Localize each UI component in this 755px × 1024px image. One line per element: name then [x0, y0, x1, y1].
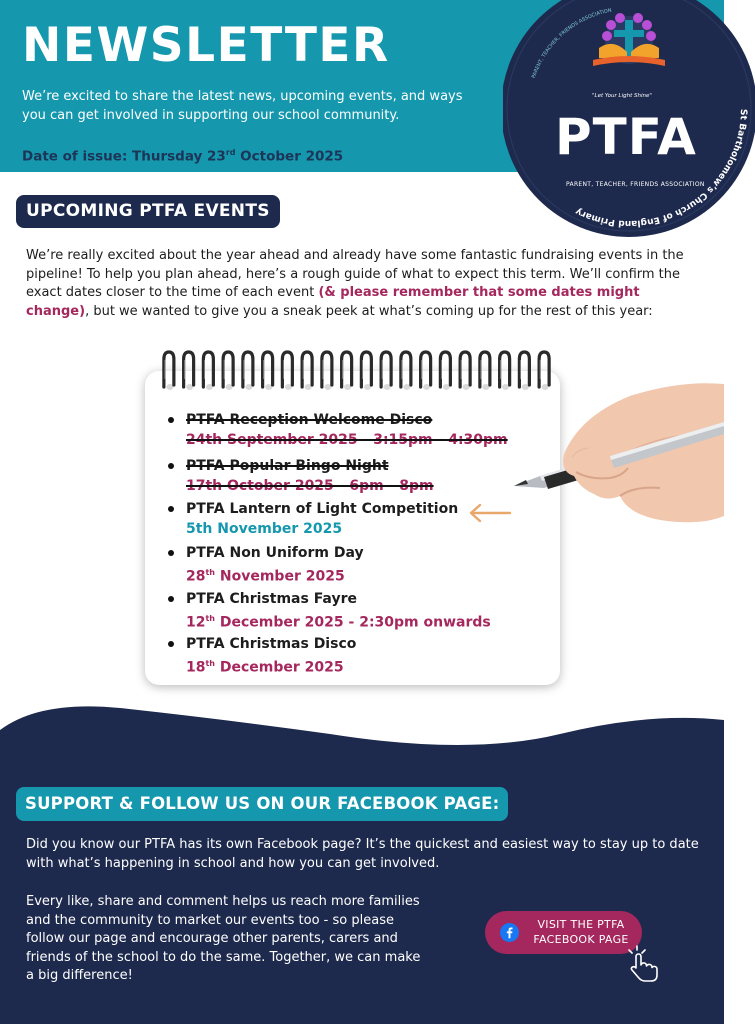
visit-facebook-button[interactable]	[485, 911, 642, 954]
spiral-ring	[243, 352, 253, 390]
event-date: 28th November 2025	[186, 568, 345, 585]
list-item	[164, 410, 544, 450]
event-date: 5th November 2025	[186, 521, 343, 537]
spiral-ring	[361, 352, 371, 390]
issue-date-day: Date of issue: Thursday 23	[22, 148, 226, 165]
event-date: 24th September 2025 - 3:15pm - 4:30pm	[186, 432, 508, 448]
spiral-ring	[223, 352, 233, 390]
hand-pointer-icon	[626, 945, 666, 983]
logo-ring-text: St Bartholomew’s Church of England Primary	[574, 108, 749, 229]
event-name: PTFA Lantern of Light Competition	[186, 501, 459, 517]
events-intro-text: We’re really excited about the year ahead and already have some fantastic fundraising events in the pipeline! To help you plan ahead, here’s a rough guide of what to expect this term. We’ll confirm the exact dates closer to the time of each event	[26, 248, 684, 301]
issue-date-month: October 2025	[235, 148, 344, 165]
event-name: PTFA Reception Welcome Disco	[186, 412, 433, 428]
spiral-ring	[203, 352, 213, 390]
event-date: 17th October 2025 - 6pm - 8pm	[186, 478, 434, 494]
facebook-paragraph-2: Every like, share and comment helps us reach more families and the community to market our events too - so please follow our page and encourage other parents, carers and friends of the school to do the same. Together, we can make a big difference!	[26, 894, 421, 984]
events-intro-highlight: (& please remember that some dates might change)	[26, 285, 640, 319]
events-list	[164, 410, 544, 678]
logo-motto: "Let Your Light Shine"	[592, 93, 652, 99]
events-intro	[26, 247, 698, 321]
issue-date	[22, 148, 343, 165]
facebook-icon	[500, 923, 519, 942]
spiral-ring	[282, 352, 292, 390]
spiral-ring	[164, 352, 174, 390]
newsletter-title: NEWSLETTER	[22, 18, 390, 73]
spiral-ring	[381, 352, 391, 390]
events-heading: UPCOMING PTFA EVENTS	[16, 195, 280, 228]
event-name: PTFA Christmas Fayre	[186, 590, 357, 607]
spiral-ring	[421, 352, 431, 390]
spiral-ring	[322, 352, 332, 390]
spiral-ring	[480, 352, 490, 390]
facebook-paragraph-1: Did you know our PTFA has its own Facebook page? It’s the quickest and easiest way to stay up to date with what’s happening in school and how you can get involved.	[26, 837, 699, 871]
list-item	[164, 634, 544, 678]
header-intro: We’re excited to share the latest news, upcoming events, and ways you can get involved in supporting our school community.	[22, 89, 463, 123]
events-intro-ending: , but we wanted to give you a sneak peek at what’s coming up for the rest of this year:	[85, 303, 653, 319]
event-name: PTFA Non Uniform Day	[186, 545, 364, 561]
logo-subtitle: PARENT, TEACHER, FRIENDS ASSOCIATION	[566, 181, 705, 188]
facebook-heading: SUPPORT & FOLLOW US ON OUR FACEBOOK PAGE:	[16, 787, 508, 821]
spiral-ring	[184, 352, 194, 390]
visit-facebook-label: VISIT THE PTFA FACEBOOK PAGE	[533, 918, 629, 946]
event-name: PTFA Christmas Disco	[186, 636, 357, 653]
event-date: 12th December 2025 - 2:30pm onwards	[186, 613, 491, 631]
logo-ptfa-name: PTFA	[555, 108, 697, 166]
spiral-ring	[263, 352, 273, 390]
hand-with-pen-icon	[510, 376, 724, 536]
event-date: 18th December 2025	[186, 659, 344, 676]
list-item	[164, 456, 544, 496]
list-item	[164, 589, 544, 633]
spiral-ring	[440, 352, 450, 390]
spiral-ring	[302, 352, 312, 390]
spiral-ring	[342, 352, 352, 390]
spiral-ring	[401, 352, 411, 390]
list-item	[164, 543, 544, 587]
spiral-ring	[500, 352, 510, 390]
issue-date-suffix: rd	[225, 148, 236, 157]
spiral-ring	[460, 352, 470, 390]
spiral-binding-icon	[158, 349, 553, 395]
event-name: PTFA Popular Bingo Night	[186, 458, 389, 474]
logo-ring-inner-text: PARENT, TEACHER, FRIENDS ASSOCIATION	[531, 7, 613, 80]
arrow-left-icon	[468, 503, 512, 523]
